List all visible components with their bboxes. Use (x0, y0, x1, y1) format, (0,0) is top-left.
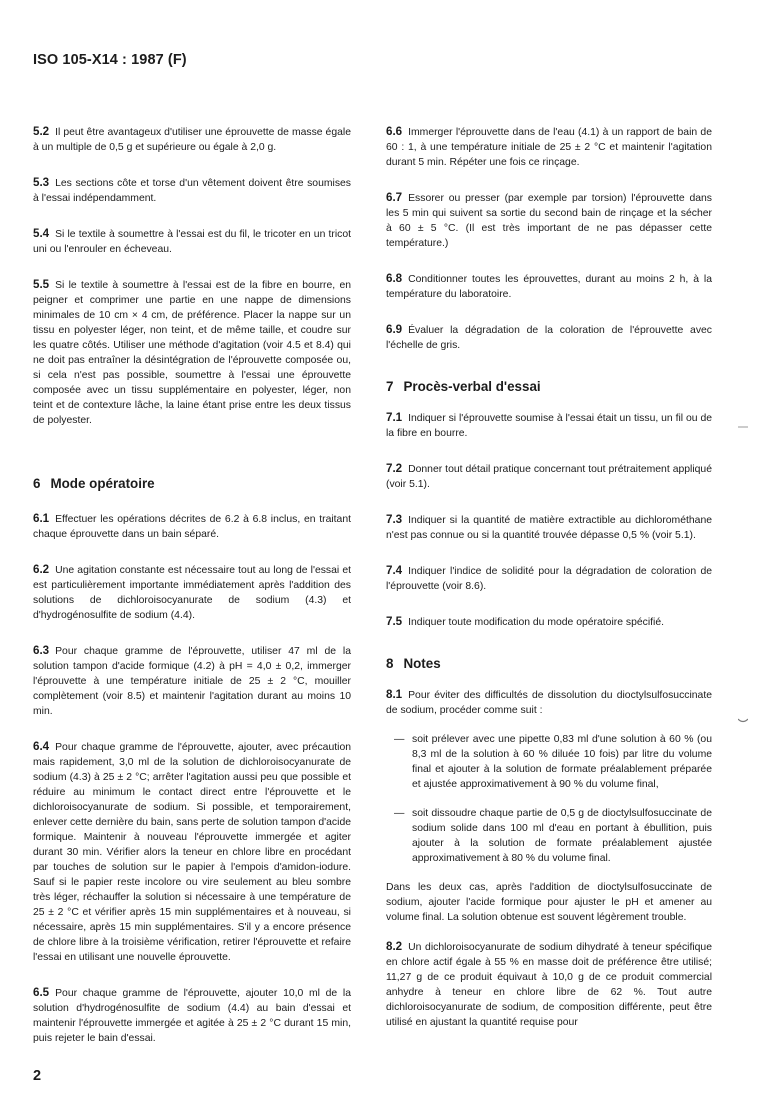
section-6-heading (33, 476, 351, 491)
paragraph-text: Il peut être avantageux d'utiliser une éprouvette de masse égale à un multiple de 0,5 g et supérieure ou égale à 2,0 g. (33, 127, 351, 153)
paragraph-7-5 (386, 614, 712, 630)
paragraph-7-1 (386, 410, 712, 441)
clause-number: 6.1 (33, 512, 50, 525)
paragraph-7-2 (386, 461, 712, 492)
paragraph-6-3 (33, 643, 351, 719)
margin-curve-mark (738, 718, 748, 724)
dash-marker: — (394, 734, 405, 745)
clause-number: 5.4 (33, 227, 50, 240)
paragraph-text: Si le textile à soumettre à l'essai est de la fibre en bourre, en peigner et comprimer une partie en une nappe de dimensions minimales de 10 cm × 4 cm, de préférence. Placer la nappe sur un tissu en polyester léger, non teint, et de même taille, et coudre sur les quatre côtés. Utiliser une méthode d'agitation (voir 4.5 et 8.4) qui ne doit pas entraîner la désintégration de l'éprouvette composée ou, si cela n'est pas possible, soumettre à l'essai une éprouvette composée avec un tissu supplémentaire en polyester, léger, non teint et de contexture lâche, la laine étant prise entre les deux tissus de polyester. (33, 280, 351, 426)
paragraph-6-2 (33, 562, 351, 623)
paragraph-8-1 (386, 687, 712, 718)
paragraph-text: Indiquer si l'éprouvette soumise à l'essai était un tissu, un fil ou de la fibre en bourre. (386, 413, 712, 439)
dash-marker: — (394, 808, 405, 819)
clause-number: 6.6 (386, 125, 403, 138)
paragraph-text: Pour chaque gramme de l'éprouvette, ajouter 10,0 ml de la solution d'hydrogénosulfite de sodium (4.4) au bain d'essai et maintenir l'éprouvette immergée et agitée à 25 ± 2 °C durant 15 min, puis rejeter le bain d'essai. (33, 988, 351, 1044)
list-item-dash-2 (386, 806, 712, 866)
clause-number: 6.8 (386, 272, 403, 285)
clause-number: 7.3 (386, 513, 403, 526)
section-7-heading (386, 379, 712, 394)
section-8-heading (386, 656, 712, 671)
paragraph-text: Pour chaque gramme de l'éprouvette, ajouter, avec précaution mais rapidement, 3,0 ml de la solution de dichloroisocyanurate de sodium (4.3) à 25 ± 2 °C; arrêter l'agitation aussi peu que possible et réduire au minimum le contact direct entre l'éprouvette et le dichloroisocyanurate de sodium. Si possible, et temporairement, enlever cette dernière du bain, sans perte de solution tampon d'acide formique. Maintenir à nouveau l'éprouvette immergée et agiter durant 30 min. Vérifier alors la teneur en chlore libre en procédant par touches de solution sur le papier à l'empois d'amidon-iodure. Sauf si le papier reste incolore ou vire seulement au bleu sombre très léger, réchauffer la solution si nécessaire à une température de 25 ± 2 °C et vérifier après 15 min supplémentaires et à nouveau, si nécessaire, après 15 min supplémentaires. S'il y a encore présence de chlore libre à la troisième vérification, retirer l'éprouvette et refaire l'essai en utilisant une nouvelle éprouvette. (33, 742, 351, 963)
section-title: Notes (403, 656, 441, 671)
section-title: Mode opératoire (50, 476, 155, 491)
list-item-dash-1 (386, 732, 712, 792)
clause-number: 5.3 (33, 176, 50, 189)
paragraph-6-8 (386, 271, 712, 302)
clause-number: 6.5 (33, 986, 50, 999)
clause-number: 7.1 (386, 411, 403, 424)
paragraph-text: Essorer ou presser (par exemple par torsion) l'éprouvette dans les 5 min qui suivent sa sortie du second bain de rinçage et la sécher à 60 ± 5 °C. (Il est très important de ne pas dépasser cette température.) (386, 193, 712, 249)
section-number: 7 (386, 379, 394, 394)
paragraph-text: Pour chaque gramme de l'éprouvette, utiliser 47 ml de la solution tampon d'acide formique (4.2) à pH = 4,0 ± 0,2, immerger l'éprouvette à une température initiale de 25 ± 2 °C, mouiller complètement (voir 8.5) et maintenir l'agitation durant au moins 10 min. (33, 646, 351, 717)
paragraph-text: Indiquer si la quantité de matière extractible au dichlorométhane n'est pas connue ou si la quantité trouvée dépasse 0,5 % (voir 5.1). (386, 515, 712, 541)
paragraph-text: Si le textile à soumettre à l'essai est du fil, le tricoter en un tricot uni ou l'enrouler en écheveau. (33, 229, 351, 255)
section-title: Procès-verbal d'essai (403, 379, 541, 394)
paragraph-6-5 (33, 985, 351, 1046)
paragraph-5-5 (33, 277, 351, 428)
page-header: ISO 105-X14 : 1987 (F) (33, 52, 187, 68)
clause-number: 7.5 (386, 615, 403, 628)
paragraph-5-4 (33, 226, 351, 257)
paragraph-7-4 (386, 563, 712, 594)
clause-number: 7.4 (386, 564, 403, 577)
paragraph-text: Dans les deux cas, après l'addition de dioctylsulfosuccinate de sodium, ajouter l'acide formique pour ajuster le pH et amener au volume final. La solution obtenue est souvent légèrement trouble. (386, 882, 712, 923)
paragraph-text: Évaluer la dégradation de la coloration de l'éprouvette avec l'échelle de gris. (386, 325, 712, 351)
clause-number: 5.5 (33, 278, 50, 291)
right-column (386, 124, 712, 1030)
paragraph-6-4 (33, 739, 351, 965)
paragraph-text: Une agitation constante est nécessaire tout au long de l'essai et est particulièrement importante immédiatement après l'addition des solutions de dichloroisocyanurate de sodium (4.3) et d'hydrogénosulfite de sodium (4.4). (33, 565, 351, 621)
paragraph-6-6 (386, 124, 712, 170)
paragraph-text: Effectuer les opérations décrites de 6.2 à 6.8 inclus, en traitant chaque éprouvette dans un bain séparé. (33, 514, 351, 540)
paragraph-6-1 (33, 511, 351, 542)
clause-number: 7.2 (386, 462, 403, 475)
paragraph-text: Indiquer l'indice de solidité pour la dégradation de coloration de l'éprouvette (voir 8.6). (386, 566, 712, 592)
clause-number: 8.1 (386, 688, 403, 701)
left-column (33, 124, 351, 1046)
section-number: 8 (386, 656, 394, 671)
paragraph-text: Les sections côte et torse d'un vêtement doivent être soumises à l'essai indépendamment. (33, 178, 351, 204)
page-number: 2 (33, 1068, 42, 1084)
clause-number: 8.2 (386, 940, 403, 953)
paragraph-6-9 (386, 322, 712, 353)
clause-number: 6.3 (33, 644, 50, 657)
clause-number: 6.4 (33, 740, 50, 753)
paragraph-text: Donner tout détail pratique concernant tout prétraitement appliqué (voir 5.1). (386, 464, 712, 490)
paragraph-8-2 (386, 939, 712, 1030)
list-item-text: soit dissoudre chaque partie de 0,5 g de dioctylsulfosuccinate de sodium solide dans 100 ml d'eau en portant à ébullition, puis ajouter à la solution de formate préalablement ajustée approximativement à 80 % du volume final. (412, 808, 712, 864)
clause-number: 6.9 (386, 323, 403, 336)
paragraph-text: Immerger l'éprouvette dans de l'eau (4.1) à un rapport de bain de 60 : 1, à une température initiale de 25 ± 2 °C et maintenir l'agitation durant 5 min. Répéter une fois ce rinçage. (386, 127, 712, 168)
section-number: 6 (33, 476, 41, 491)
list-item-text: soit prélever avec une pipette 0,83 ml d'une solution à 60 % (ou 8,3 ml de la solution à 60 % diluée 10 fois) par litre du volume final et ajouter à la solution de formate préalablement préparée et ajustée approximativement à 90 % du volume final, (412, 734, 712, 790)
clause-number: 6.2 (33, 563, 50, 576)
paragraph-8-1-continued (386, 880, 712, 925)
margin-tick-mark (738, 424, 748, 430)
paragraph-text: Pour éviter des difficultés de dissolution du dioctylsulfosuccinate de sodium, procéder comme suit : (386, 690, 712, 716)
paragraph-5-2 (33, 124, 351, 155)
clause-number: 6.7 (386, 191, 403, 204)
paragraph-text: Conditionner toutes les éprouvettes, durant au moins 2 h, à la température du laboratoire. (386, 274, 712, 300)
paragraph-text: Un dichloroisocyanurate de sodium dihydraté à teneur spécifique en chlore actif égale à 55 % en masse doit de préférence être utilisé; 11,27 g de ce produit équivaut à 10,0 g de ce produit commercial anhydre à teneur en chlore libre de 62 %. Tout autre dichloroisocyanurate de sodium, de composition différente, peut être utilisé en ajustant la quantité requise pour (386, 942, 712, 1028)
paragraph-6-7 (386, 190, 712, 251)
paragraph-text: Indiquer toute modification du mode opératoire spécifié. (408, 617, 665, 628)
paragraph-7-3 (386, 512, 712, 543)
clause-number: 5.2 (33, 125, 50, 138)
paragraph-5-3 (33, 175, 351, 206)
